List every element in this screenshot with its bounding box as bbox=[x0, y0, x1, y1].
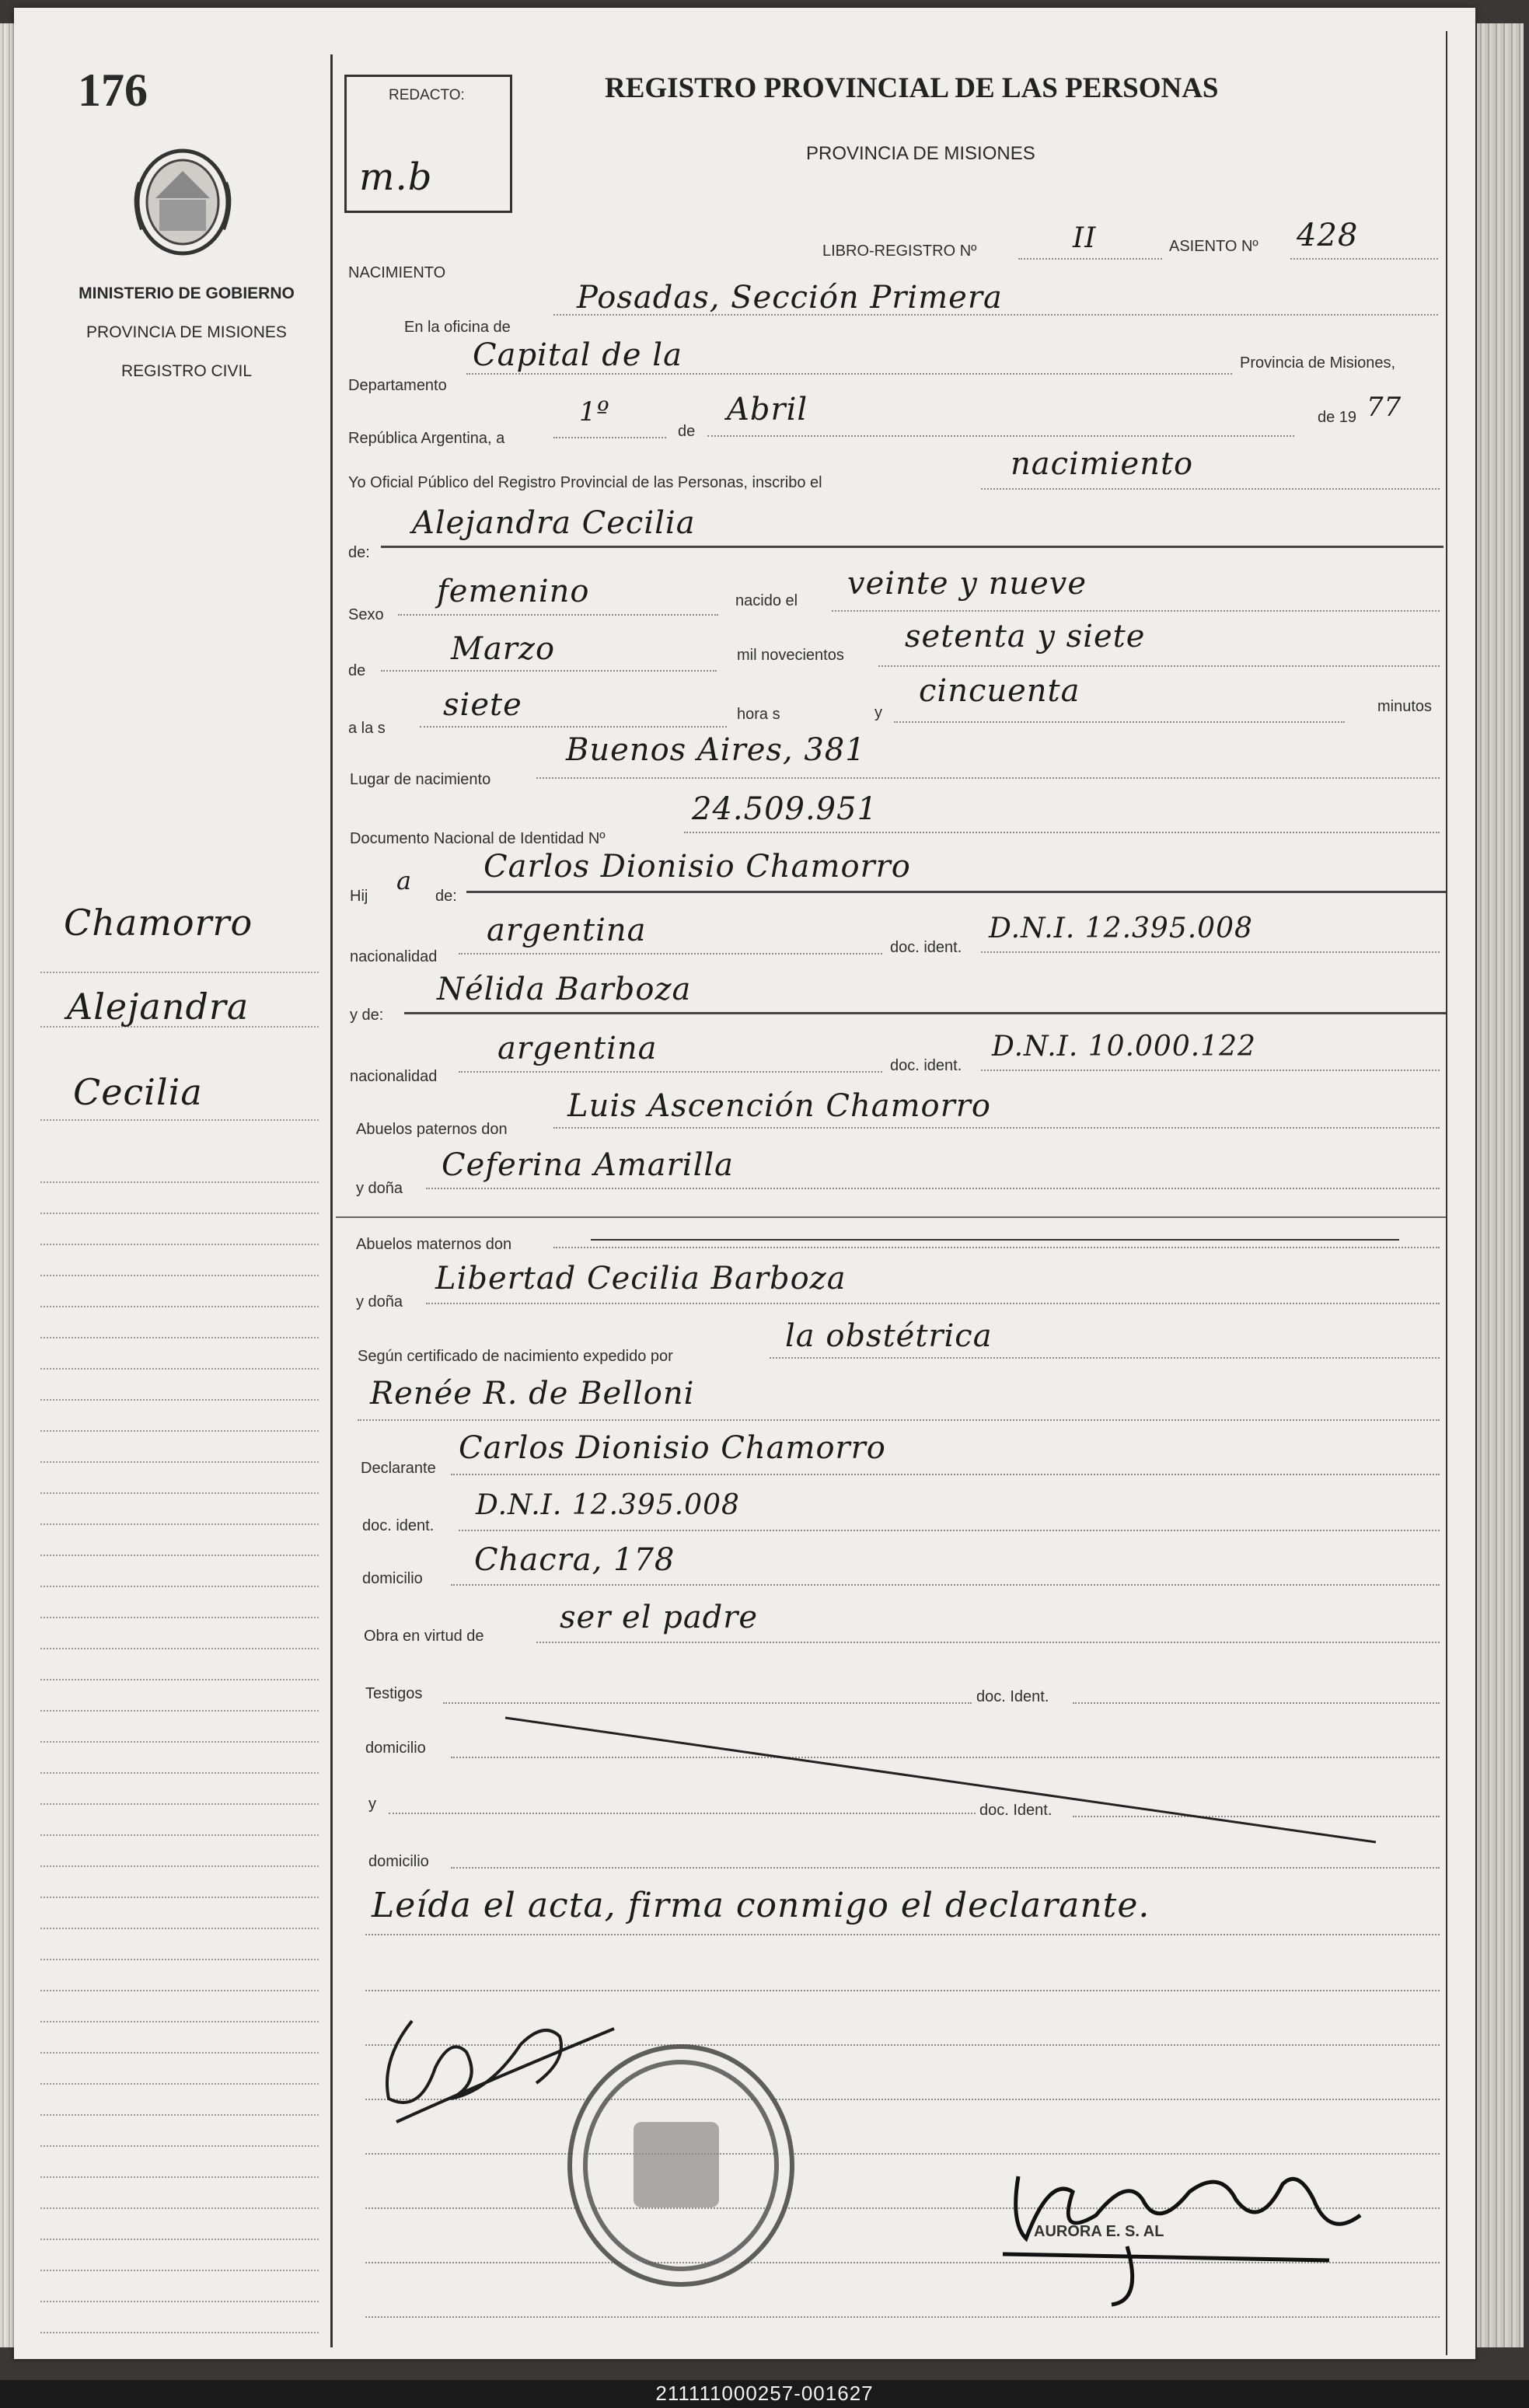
anio-value: 77 bbox=[1367, 392, 1402, 423]
seal-emblem bbox=[634, 2122, 719, 2207]
padre-doc-dots bbox=[981, 951, 1440, 953]
cert-value: la obstétrica bbox=[785, 1318, 993, 1354]
minutos-label: minutos bbox=[1377, 698, 1433, 715]
official-signature bbox=[894, 2130, 1376, 2309]
nacido-label: nacido el bbox=[735, 592, 798, 609]
anio-nac-value: setenta y siete bbox=[905, 619, 1146, 654]
page-edge-right bbox=[1477, 23, 1524, 2347]
margin-first-name: Alejandra bbox=[67, 986, 250, 1028]
madre-label: y de: bbox=[350, 1007, 384, 1024]
lugar-dots bbox=[536, 777, 1440, 779]
madre-doc-label: doc. ident. bbox=[890, 1057, 962, 1074]
dia-dots bbox=[553, 437, 666, 438]
republica-label: República Argentina, a bbox=[348, 430, 505, 447]
padre-doc-label: doc. ident. bbox=[890, 939, 962, 956]
redacto-label: REDACTO: bbox=[389, 87, 465, 103]
dia-value: 1º bbox=[579, 396, 610, 428]
decl-doc-dots bbox=[459, 1530, 1440, 1531]
testigos-cancel-line bbox=[497, 1694, 1415, 1850]
ab-mat-dots bbox=[553, 1247, 1440, 1248]
margin-surname: Chamorro bbox=[64, 902, 253, 944]
lugar-label: Lugar de nacimiento bbox=[350, 771, 491, 788]
oficial-value: nacimiento bbox=[1011, 446, 1194, 482]
declarante-label: Declarante bbox=[361, 1460, 436, 1477]
provincia-suffix: Provincia de Misiones, bbox=[1240, 354, 1396, 372]
mes-dots bbox=[707, 435, 1294, 437]
decl-doc-label: doc. ident. bbox=[362, 1517, 435, 1534]
ab-mat-dona-value: Libertad Cecilia Barboza bbox=[435, 1261, 847, 1296]
padre-nac-dots bbox=[459, 953, 882, 954]
nombre-line bbox=[381, 546, 1443, 548]
hijo-label: Hij bbox=[350, 888, 368, 905]
testigo2-doc-label: doc. Ident. bbox=[979, 1802, 1052, 1819]
padre-line bbox=[466, 891, 1446, 893]
ab-pat-dona-value: Ceferina Amarilla bbox=[442, 1147, 735, 1183]
testigo2-domicilio-dots bbox=[451, 1867, 1440, 1869]
ab-mat-dona-label: y doña bbox=[356, 1293, 403, 1310]
ab-pat-dots bbox=[553, 1127, 1440, 1129]
page-subtitle: PROVINCIA DE MISIONES bbox=[806, 143, 1035, 164]
testigos-domicilio-label: domicilio bbox=[365, 1740, 426, 1757]
libro-value: II bbox=[1073, 222, 1097, 254]
ab-mat-dona-dots bbox=[426, 1303, 1440, 1304]
obra-label: Obra en virtud de bbox=[364, 1628, 484, 1645]
oficina-label: En la oficina de bbox=[404, 319, 511, 336]
mil-label: mil novecientos bbox=[737, 647, 844, 664]
cierre-dots bbox=[365, 1934, 1440, 1935]
margin-rule bbox=[330, 54, 333, 2347]
anio-prefix: de 19 bbox=[1318, 409, 1357, 426]
sexo-dots bbox=[398, 614, 718, 616]
section-divider bbox=[336, 1216, 1446, 1218]
padre-nac-label: nacionalidad bbox=[350, 948, 438, 965]
declarante-value: Carlos Dionisio Chamorro bbox=[459, 1430, 886, 1466]
horas-label: hora s bbox=[737, 706, 780, 723]
horas-value: siete bbox=[443, 687, 522, 723]
ab-pat-value: Luis Ascención Chamorro bbox=[567, 1088, 991, 1124]
ab-mat-label: Abuelos maternos don bbox=[356, 1236, 512, 1253]
ala-label: a la s bbox=[348, 720, 386, 737]
ab-mat-crossout bbox=[591, 1239, 1399, 1241]
signer-name-stamp: AURORA E. S. AL bbox=[1034, 2223, 1164, 2240]
coat-of-arms-icon bbox=[128, 144, 237, 260]
obra-value: ser el padre bbox=[560, 1600, 759, 1635]
page-title: REGISTRO PROVINCIAL DE LAS PERSONAS bbox=[605, 72, 1219, 104]
nacido-value: veinte y nueve bbox=[847, 566, 1087, 602]
testigo2-y-label: y bbox=[368, 1796, 376, 1813]
sexo-value: femenino bbox=[437, 574, 590, 609]
hijo-a: a bbox=[396, 866, 413, 895]
folio-number: 176 bbox=[78, 65, 148, 116]
dni-dots bbox=[684, 832, 1440, 833]
asiento-value: 428 bbox=[1297, 218, 1359, 253]
oficial-dots bbox=[981, 488, 1440, 490]
registry-name: REGISTRO CIVIL bbox=[120, 362, 253, 380]
testigo2-domicilio-label: domicilio bbox=[368, 1853, 429, 1870]
departamento-value: Capital de la bbox=[473, 337, 682, 373]
madre-doc-dots bbox=[981, 1070, 1440, 1071]
libro-dots bbox=[1018, 258, 1162, 260]
asiento-label: ASIENTO Nº bbox=[1169, 238, 1258, 255]
nacido-dots bbox=[832, 610, 1440, 612]
madre-nac-label: nacionalidad bbox=[350, 1068, 438, 1085]
blank-line-7 bbox=[365, 2316, 1440, 2318]
cierre-value: Leída el acta, firma conmigo el declarante. bbox=[372, 1886, 1150, 1925]
padre-doc-value: D.N.I. 12.395.008 bbox=[989, 913, 1253, 944]
hijo-de: de: bbox=[435, 888, 457, 905]
padre-value: Carlos Dionisio Chamorro bbox=[483, 849, 911, 885]
padre-nac-value: argentina bbox=[487, 913, 647, 948]
mes-value: Abril bbox=[727, 392, 808, 428]
mes-nac-label: de bbox=[348, 662, 366, 679]
testigos-doc-label: doc. Ident. bbox=[976, 1688, 1049, 1705]
minutos-dots bbox=[894, 721, 1345, 723]
ab-pat-dona-dots bbox=[426, 1188, 1440, 1189]
nombre-de-label: de: bbox=[348, 544, 370, 561]
nombre-value: Alejandra Cecilia bbox=[412, 505, 696, 541]
domicilio-value: Chacra, 178 bbox=[474, 1542, 675, 1578]
right-rule bbox=[1446, 31, 1447, 2355]
province-name: PROVINCIA DE MISIONES bbox=[86, 323, 287, 341]
domicilio-label: domicilio bbox=[362, 1570, 423, 1587]
margin-second-name: Cecilia bbox=[73, 1071, 203, 1113]
dni-label: Documento Nacional de Identidad Nº bbox=[350, 830, 606, 847]
horas-dots bbox=[420, 726, 727, 728]
ab-pat-label: Abuelos paternos don bbox=[356, 1121, 508, 1138]
departamento-label: Departamento bbox=[348, 377, 447, 394]
mes-nac-value: Marzo bbox=[451, 631, 556, 667]
document-id: 211111000257-001627 bbox=[655, 2382, 874, 2405]
departamento-dots bbox=[466, 373, 1232, 375]
madre-line bbox=[404, 1012, 1446, 1014]
cert2-dots bbox=[358, 1419, 1440, 1421]
ab-pat-dona-label: y doña bbox=[356, 1180, 403, 1197]
domicilio-dots bbox=[451, 1584, 1440, 1586]
asiento-dots bbox=[1290, 258, 1438, 260]
sexo-label: Sexo bbox=[348, 606, 384, 623]
mes-nac-dots bbox=[381, 670, 717, 672]
y-label: y bbox=[874, 704, 882, 721]
de-label: de bbox=[678, 423, 696, 440]
cert-value2: Renée R. de Belloni bbox=[370, 1376, 695, 1412]
anio-nac-dots bbox=[878, 665, 1440, 667]
obra-dots bbox=[536, 1642, 1440, 1643]
madre-nac-value: argentina bbox=[497, 1031, 658, 1066]
cert-label: Según certificado de nacimiento expedido por bbox=[358, 1348, 673, 1365]
oficial-label: Yo Oficial Público del Registro Provincial de las Personas, inscribo el bbox=[348, 474, 822, 491]
dni-value: 24.509.951 bbox=[692, 791, 878, 827]
cert-dots bbox=[770, 1357, 1440, 1359]
testigos-label: Testigos bbox=[365, 1685, 423, 1702]
lugar-value: Buenos Aires, 381 bbox=[566, 732, 866, 768]
decl-doc-value: D.N.I. 12.395.008 bbox=[476, 1489, 740, 1521]
minutos-value: cincuenta bbox=[919, 673, 1080, 709]
madre-nac-dots bbox=[459, 1071, 882, 1073]
madre-doc-value: D.N.I. 10.000.122 bbox=[992, 1031, 1256, 1063]
ministry-name: MINISTERIO DE GOBIERNO bbox=[79, 284, 295, 302]
madre-value: Nélida Barboza bbox=[437, 972, 692, 1007]
redacto-value: m.b bbox=[359, 155, 433, 199]
oficina-value: Posadas, Sección Primera bbox=[577, 280, 1003, 316]
libro-label: LIBRO-REGISTRO Nº bbox=[822, 243, 977, 260]
declarante-dots bbox=[451, 1474, 1440, 1475]
tipo-label: NACIMIENTO bbox=[348, 264, 446, 281]
